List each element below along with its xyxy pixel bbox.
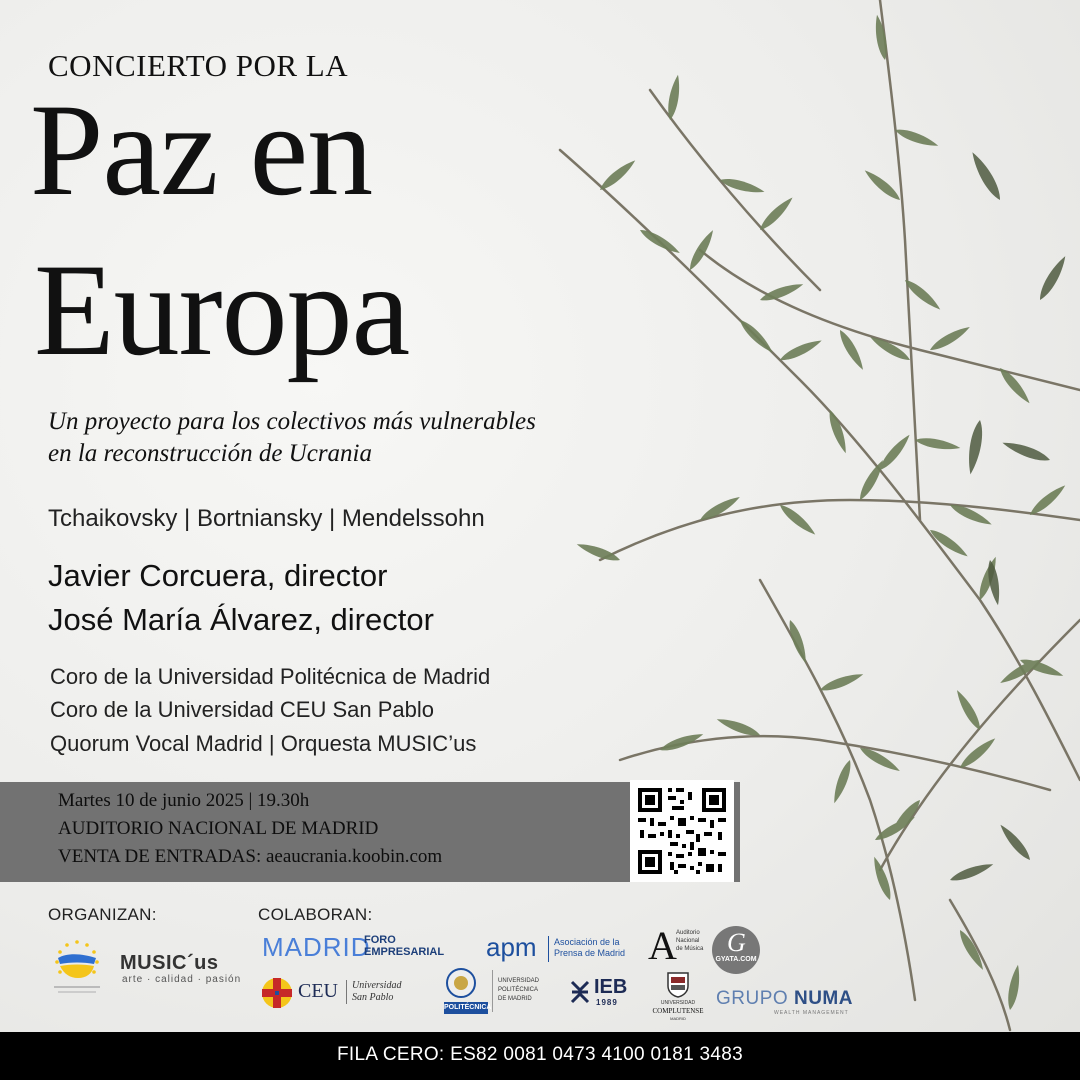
auditorio-line-2: Nacional: [676, 938, 700, 944]
madrid-word: MADRID: [262, 932, 371, 962]
event-date-time: Martes 10 de junio 2025 | 19.30h: [58, 790, 310, 811]
numa-tagline: WEALTH MANAGEMENT: [774, 1010, 849, 1016]
title-line-1: Paz en: [30, 76, 373, 223]
ieb-name: IEB: [594, 976, 628, 998]
performer-2: Coro de la Universidad CEU San Pablo: [50, 697, 434, 722]
upm-line-1: UNIVERSIDAD: [498, 978, 540, 984]
performer-1: Coro de la Universidad Politécnica de Madrid: [50, 664, 491, 689]
foro-line-2: EMPRESARIAL: [364, 946, 445, 958]
tickets-label: VENTA DE ENTRADAS:: [58, 846, 262, 867]
apm-abbr: apm: [486, 932, 537, 962]
upm-line-3: DE MADRID: [498, 996, 532, 1002]
apm-line-1: Asociación de la: [554, 937, 620, 947]
collaborators-label: COLABORAN:: [258, 905, 373, 924]
pre-title: CONCIERTO POR LA: [48, 48, 349, 83]
auditorio-letter: A: [648, 923, 677, 968]
bank-account-text: FILA CERO: ES82 0081 0473 4100 0181 3483: [336, 1044, 744, 1065]
apm-line-2: Prensa de Madrid: [554, 948, 626, 958]
gyata-letter: G: [727, 928, 746, 957]
complutense-line-2: COMPLUTENSE: [652, 1007, 704, 1015]
ceu-cross-icon: [262, 978, 292, 1008]
ceu-line-1: Universidad: [352, 980, 402, 991]
upm-badge: POLITÉCNICA: [444, 1002, 488, 1014]
qr-code-graphic: [630, 780, 734, 882]
event-tickets: [58, 846, 442, 868]
ceu-logo: [262, 976, 412, 1010]
numa-name-1: GRUPO: [716, 988, 789, 1009]
upm-seal-icon: [446, 968, 476, 998]
ieb-logo: [570, 976, 630, 1010]
music-us-logo: [120, 952, 244, 986]
music-us-name: MUSIC´us: [120, 952, 219, 974]
numa-name-2: NUMA: [793, 988, 853, 1009]
director-1: Javier Corcuera, director: [48, 558, 388, 593]
upm-logo: [444, 968, 546, 1016]
auditorio-line-3: de Música: [676, 946, 704, 952]
complutense-line-1: UNIVERSIDAD: [660, 1000, 696, 1006]
organizers-label: ORGANIZAN:: [48, 905, 157, 924]
complutense-logo: [640, 972, 716, 1022]
madrid-foro-empresarial-logo: [262, 932, 445, 966]
composers: Tchaikovsky | Bortniansky | Mendelssohn: [48, 505, 485, 532]
qr-code[interactable]: [630, 780, 734, 882]
auditorio-line-1: Auditorio: [676, 930, 700, 936]
auditorio-nacional-logo: [648, 923, 708, 970]
ceu-line-2: San Pablo: [352, 992, 394, 1003]
apm-logo: [486, 932, 626, 966]
gyata-name: GYATA.COM: [715, 956, 757, 963]
subtitle-line-2: en la reconstrucción de Ucrania: [48, 440, 372, 467]
ieb-year: 1989: [596, 998, 618, 1007]
music-us-tagline: arte · calidad · pasión: [122, 974, 242, 985]
foro-line-1: FORO: [364, 934, 396, 946]
complutense-shield-icon: [667, 972, 689, 998]
complutense-line-3: MADRID: [670, 1016, 686, 1021]
grupo-numa-logo: [716, 988, 853, 1022]
subtitle-line-1: Un proyecto para los colectivos más vulnerables: [48, 408, 536, 435]
ceu-abbr: CEU: [298, 980, 338, 1002]
eu-ukraine-logo: [48, 936, 106, 998]
performer-3: Quorum Vocal Madrid | Orquesta MUSIC’us: [50, 731, 477, 756]
upm-line-2: POLITÉCNICA: [498, 987, 539, 993]
director-2: José María Álvarez, director: [48, 602, 434, 637]
tickets-url[interactable]: aeaucrania.koobin.com: [266, 846, 443, 867]
gyata-logo: [712, 926, 760, 974]
event-venue: AUDITORIO NACIONAL DE MADRID: [58, 818, 379, 839]
ieb-pattern-icon: [570, 980, 590, 1004]
title-line-2: Europa: [34, 236, 410, 383]
